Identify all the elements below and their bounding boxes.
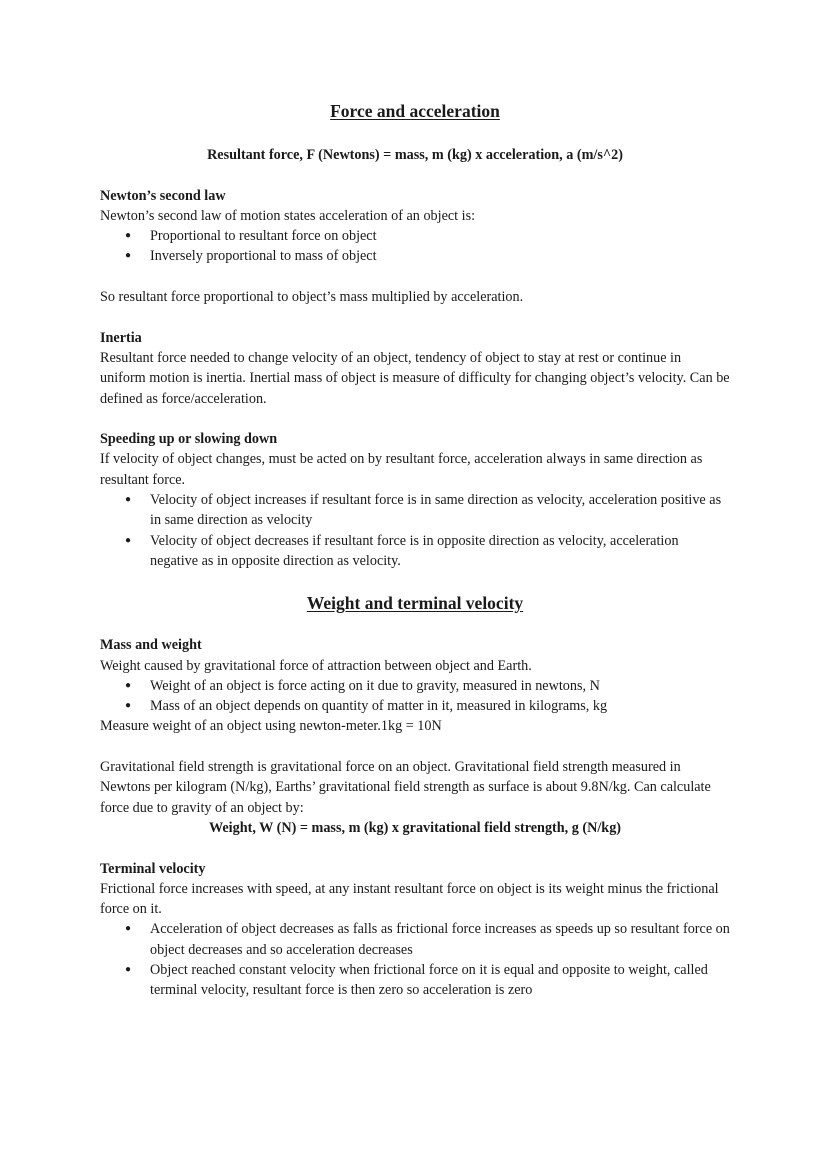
- list-item: ● Weight of an object is force acting on it due to gravity, measured in newtons, N: [100, 676, 730, 696]
- heading-terminal-velocity: Terminal velocity: [100, 860, 206, 877]
- section-title-force-acceleration: Force and acceleration: [330, 101, 500, 121]
- heading-newtons-second-law: Newton’s second law: [100, 187, 226, 204]
- list-item: ● Velocity of object decreases if resultant force is in opposite direction as velocity, acceleration negative as in opposite direction as velocity.: [100, 531, 730, 572]
- inertia-text: Resultant force needed to change velocity of an object, tendency of object to stay at rest or continue in uniform motion is inertia. Inertial mass of object is measure of difficulty for changing object’s velocity. Can be defined as force/acceleration.: [100, 349, 730, 407]
- terminal-velocity-list: [100, 919, 730, 1000]
- newtons-second-law-intro: Newton’s second law of motion states acceleration of an object is:: [100, 207, 476, 224]
- resultant-force-formula: Resultant force, F (Newtons) = mass, m (kg) x acceleration, a (m/s^2): [207, 147, 623, 163]
- heading-speeding-up: Speeding up or slowing down: [100, 431, 278, 448]
- gfs-text: Gravitational field strength is gravitational force on an object. Gravitational field strength measured in Newtons per kilogram (N/kg), Earths’ gravitational field strength as surface is about 9.8N/kg. Can calculate force due to gravity of an object by:: [100, 759, 711, 816]
- list-item: ● Velocity of object increases if resultant force is in same direction as velocity, acceleration positive as in same direction as velocity: [100, 490, 730, 531]
- document-page: [100, 99, 730, 1001]
- list-item: ● Object reached constant velocity when frictional force on it is equal and opposite to weight, called terminal velocity, resultant force is then zero so acceleration is zero: [100, 960, 730, 1001]
- heading-mass-weight: Mass and weight: [100, 637, 202, 654]
- mass-weight-intro: Weight caused by gravitational force of attraction between object and Earth.: [100, 657, 532, 674]
- newtons-second-law-conclusion: So resultant force proportional to object’s mass multiplied by acceleration.: [100, 289, 524, 306]
- speeding-list: [100, 490, 730, 571]
- heading-inertia: Inertia: [100, 329, 142, 346]
- newtons-second-law-list: [100, 226, 730, 267]
- list-item: ● Acceleration of object decreases as falls as frictional force increases as speeds up so resultant force on object decreases and so acceleration decreases: [100, 919, 730, 960]
- weight-formula: Weight, W (N) = mass, m (kg) x gravitational field strength, g (N/kg): [208, 819, 622, 836]
- mass-weight-list: [100, 676, 730, 717]
- measure-weight-text: Measure weight of an object using newton-meter.1kg = 10N: [100, 718, 442, 735]
- section-title-weight-terminal: Weight and terminal velocity: [306, 593, 524, 614]
- terminal-velocity-text: Frictional force increases with speed, at any instant resultant force on object is its weight minus the frictional force on it.: [100, 880, 719, 918]
- list-item: ● Proportional to resultant force on object: [100, 226, 730, 246]
- list-item: ● Mass of an object depends on quantity of matter in it, measured in kilograms, kg: [100, 696, 730, 716]
- speeding-text: If velocity of object changes, must be acted on by resultant force, acceleration always in same direction as resultant force.: [100, 451, 703, 488]
- list-item: ● Inversely proportional to mass of object: [100, 246, 730, 266]
